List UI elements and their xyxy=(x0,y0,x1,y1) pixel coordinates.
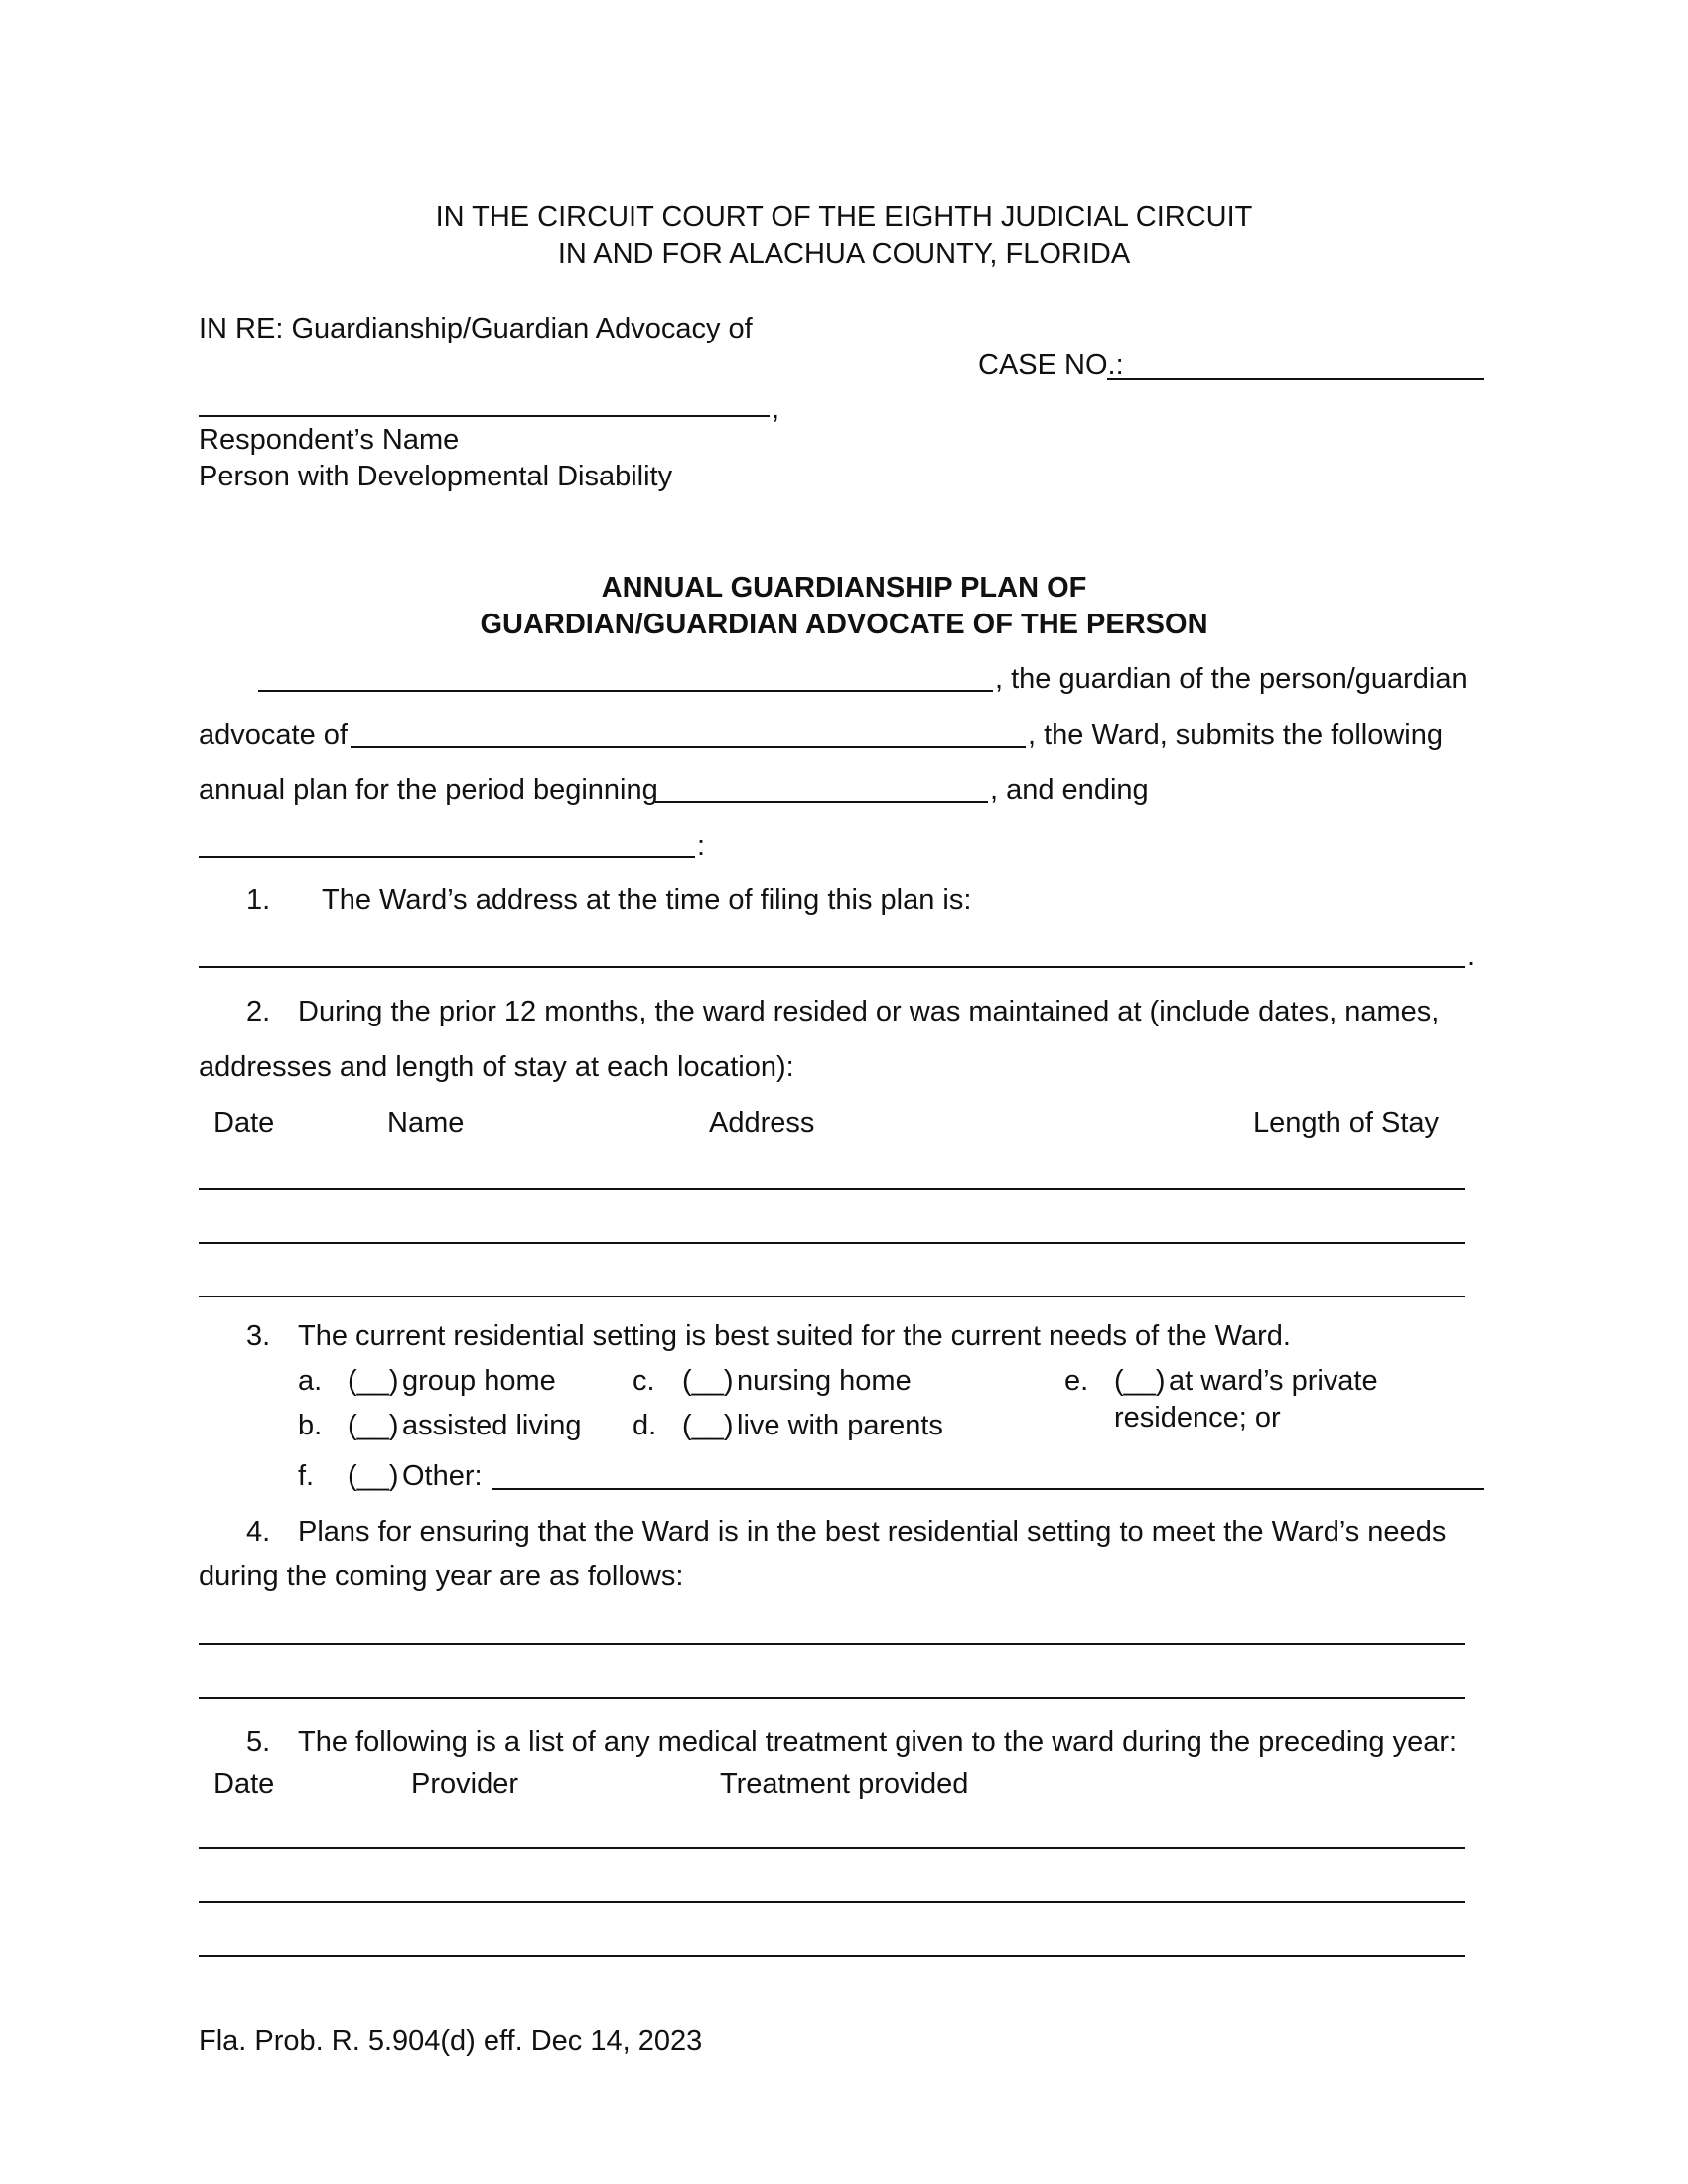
item5-col-date: Date xyxy=(213,1768,275,1800)
item5-col-provider: Provider xyxy=(411,1768,518,1800)
intro-advocate-of: advocate of xyxy=(199,719,348,751)
option-f-label: Other: xyxy=(402,1460,483,1492)
item5-number: 5. xyxy=(246,1726,271,1758)
item1-number: 1. xyxy=(246,885,271,916)
item1-period: . xyxy=(1467,940,1476,972)
option-c-letter: c. xyxy=(633,1365,655,1397)
ward-address-field[interactable] xyxy=(199,966,1465,968)
option-b-letter: b. xyxy=(298,1410,323,1441)
option-a-label: group home xyxy=(402,1365,556,1397)
item2-col-address: Address xyxy=(709,1107,815,1139)
item3-text: The current residential setting is best suited for the current needs of the Ward. xyxy=(298,1320,1291,1352)
respondent-name-label: Respondent’s Name xyxy=(199,424,460,456)
period-begin-field[interactable] xyxy=(655,801,988,803)
option-c-label: nursing home xyxy=(737,1365,912,1397)
form-rule-citation: Fla. Prob. R. 5.904(d) eff. Dec 14, 2023 xyxy=(199,2025,703,2057)
court-heading-line2: IN AND FOR ALACHUA COUNTY, FLORIDA xyxy=(557,238,1131,270)
option-e-checkbox[interactable]: (__) xyxy=(1114,1365,1166,1397)
case-no-field[interactable] xyxy=(1107,378,1484,380)
option-c-checkbox[interactable]: (__) xyxy=(682,1365,734,1397)
court-heading-line1: IN THE CIRCUIT COURT OF THE EIGHTH JUDICIAL CIRCUIT xyxy=(435,202,1253,233)
form-title-line1: ANNUAL GUARDIANSHIP PLAN OF xyxy=(601,572,1087,604)
item2-col-date: Date xyxy=(213,1107,275,1139)
option-a-letter: a. xyxy=(298,1365,323,1397)
item5-col-treatment: Treatment provided xyxy=(720,1768,969,1800)
item2-col-name: Name xyxy=(387,1107,465,1139)
option-f-letter: f. xyxy=(298,1460,315,1492)
form-title-line2: GUARDIAN/GUARDIAN ADVOCATE OF THE PERSON xyxy=(480,609,1208,640)
respondent-description: Person with Developmental Disability xyxy=(199,461,673,492)
treatment-entry-line[interactable] xyxy=(199,1901,1465,1903)
residence-entry-line[interactable] xyxy=(199,1242,1465,1244)
plan-entry-line[interactable] xyxy=(199,1697,1465,1699)
option-b-checkbox[interactable]: (__) xyxy=(348,1410,399,1441)
item5-text: The following is a list of any medical treatment given to the ward during the preceding year: xyxy=(298,1726,1458,1758)
intro-text-line1: , the guardian of the person/guardian xyxy=(995,663,1468,695)
ward-name-field[interactable] xyxy=(351,746,1026,748)
guardian-name-field[interactable] xyxy=(258,690,993,692)
intro-text-line2: , the Ward, submits the following xyxy=(1028,719,1443,751)
item2-text-line1: During the prior 12 months, the ward resided or was maintained at (include dates, names, xyxy=(298,996,1440,1027)
item2-text-line2: addresses and length of stay at each location): xyxy=(199,1051,794,1083)
item4-text-line2: during the coming year are as follows: xyxy=(199,1561,684,1592)
treatment-entry-line[interactable] xyxy=(199,1847,1465,1849)
treatment-entry-line[interactable] xyxy=(199,1955,1465,1957)
residence-entry-line[interactable] xyxy=(199,1188,1465,1190)
in-re-label: IN RE: Guardianship/Guardian Advocacy of xyxy=(199,313,753,344)
option-e-label-cont: residence; or xyxy=(1114,1402,1281,1433)
item2-col-length-of-stay: Length of Stay xyxy=(1253,1107,1440,1139)
case-no-label: CASE NO.: xyxy=(978,349,1124,381)
period-end-field[interactable] xyxy=(199,856,695,858)
item4-text-line1: Plans for ensuring that the Ward is in the best residential setting to meet the Ward’s needs xyxy=(298,1516,1447,1548)
plan-entry-line[interactable] xyxy=(199,1643,1465,1645)
option-e-letter: e. xyxy=(1064,1365,1089,1397)
other-setting-field[interactable] xyxy=(492,1488,1484,1490)
option-e-label: at ward’s private xyxy=(1169,1365,1378,1397)
respondent-name-field[interactable] xyxy=(199,415,770,417)
intro-period-beginning: annual plan for the period beginning xyxy=(199,774,658,806)
option-f-checkbox[interactable]: (__) xyxy=(348,1460,399,1492)
option-b-label: assisted living xyxy=(402,1410,582,1441)
item1-text: The Ward’s address at the time of filing this plan is: xyxy=(322,885,972,916)
option-a-checkbox[interactable]: (__) xyxy=(348,1365,399,1397)
residence-entry-line[interactable] xyxy=(199,1296,1465,1297)
item4-number: 4. xyxy=(246,1516,271,1548)
option-d-letter: d. xyxy=(633,1410,657,1441)
intro-and-ending: , and ending xyxy=(990,774,1149,806)
option-d-checkbox[interactable]: (__) xyxy=(682,1410,734,1441)
item2-number: 2. xyxy=(246,996,271,1027)
intro-colon: : xyxy=(697,830,706,862)
respondent-comma: , xyxy=(772,393,780,425)
option-d-label: live with parents xyxy=(737,1410,943,1441)
item3-number: 3. xyxy=(246,1320,271,1352)
